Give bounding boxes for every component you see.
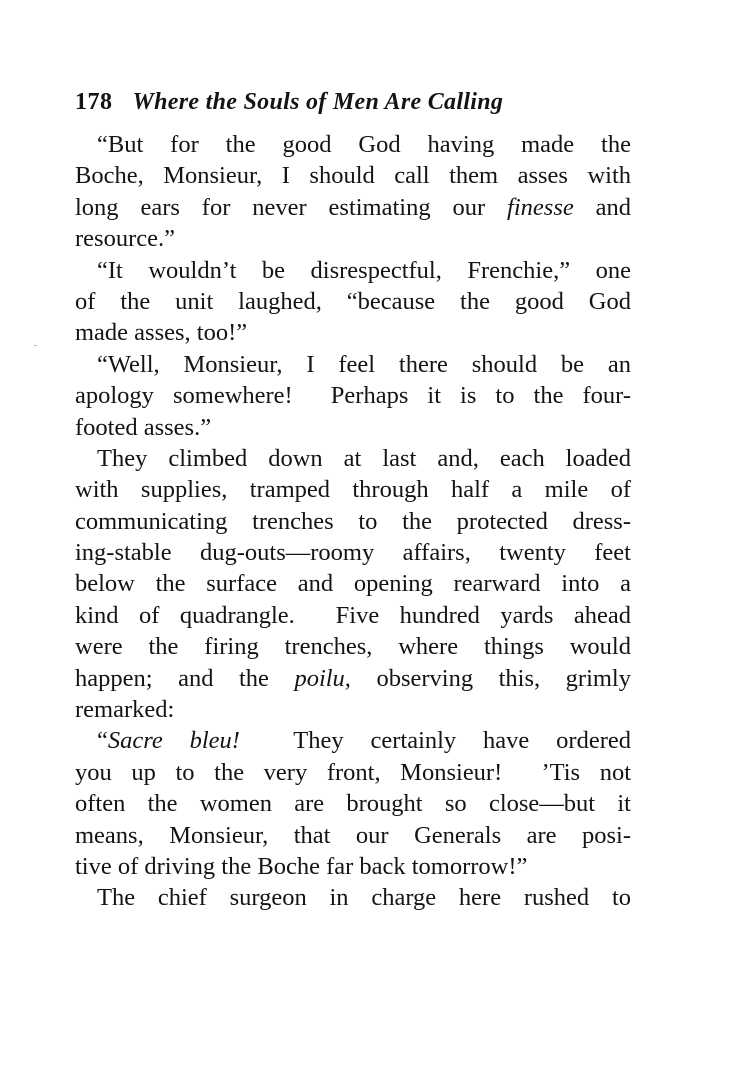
text-segment: happen; and the <box>75 664 295 692</box>
text-line <box>75 851 631 882</box>
text-segment: communicating trenches to the protected dress- <box>75 507 631 535</box>
text-line <box>75 286 631 317</box>
text-line <box>75 380 631 411</box>
paragraph <box>75 349 631 443</box>
text-segment: often the women are brought so close—but it <box>75 790 631 818</box>
text-line <box>75 506 631 537</box>
paragraph <box>75 443 631 726</box>
text-line <box>75 631 631 662</box>
text-line <box>75 725 631 756</box>
text-segment: means, Monsieur, that our Generals are posi- <box>75 821 631 849</box>
text-segment: of the unit laughed, “because the good God <box>75 287 631 315</box>
text-line <box>75 349 631 380</box>
text-segment: you up to the very front, Monsieur! ’Tis not <box>75 758 631 786</box>
text-line <box>75 412 631 443</box>
paragraph <box>75 129 631 255</box>
running-title: Where the Souls of Men Are Calling <box>132 89 504 115</box>
text-segment: “It wouldn’t be disrespectful, Frenchie,” one <box>97 256 631 284</box>
text-line <box>75 192 631 223</box>
paragraph <box>75 882 631 913</box>
text-segment: footed asses.” <box>75 413 212 441</box>
text-segment: resource.” <box>75 225 175 253</box>
text-segment: ing-stable dug-outs—roomy affairs, twenty feet <box>75 539 631 567</box>
text-segment: kind of quadrangle. Five hundred yards ahead <box>75 601 631 629</box>
text-line <box>75 568 631 599</box>
book-page <box>75 84 631 914</box>
text-segment: “Well, Monsieur, I feel there should be an <box>97 350 631 378</box>
text-segment: were the firing trenches, where things would <box>75 633 631 661</box>
text-line <box>75 160 631 191</box>
text-line <box>75 474 631 505</box>
paragraph <box>75 255 631 349</box>
body-text <box>75 129 631 914</box>
text-segment: below the surface and opening rearward into a <box>75 570 631 598</box>
text-line <box>75 255 631 286</box>
text-segment: They climbed down at last and, each loaded <box>97 444 631 472</box>
text-line <box>75 443 631 474</box>
text-segment: apology somewhere! Perhaps it is to the four- <box>75 382 631 410</box>
text-segment: “But for the good God having made the <box>97 131 631 158</box>
text-segment: remarked: <box>75 696 175 724</box>
text-line <box>75 537 631 568</box>
scan-speck <box>34 345 37 346</box>
text-line <box>75 129 631 160</box>
text-segment: and <box>573 193 631 221</box>
text-line <box>75 788 631 819</box>
text-segment: The chief surgeon in charge here rushed to <box>97 884 631 912</box>
text-segment: tive of driving the Boche far back tomorrow!” <box>75 852 528 880</box>
italic-text: Sacre bleu! <box>107 727 240 755</box>
text-segment: “ <box>97 727 108 755</box>
running-head <box>75 84 631 120</box>
text-segment: made asses, too!” <box>75 319 248 347</box>
text-segment: long ears for never estimating our <box>75 193 508 221</box>
text-segment: They certainly have ordered <box>239 727 631 755</box>
paragraph <box>75 725 631 882</box>
text-line <box>75 223 631 254</box>
text-line <box>75 663 631 694</box>
text-line <box>75 757 631 788</box>
text-line <box>75 820 631 851</box>
page-number: 178 <box>75 89 113 115</box>
text-line <box>75 694 631 725</box>
italic-text: poilu, <box>294 664 351 692</box>
text-line <box>75 882 631 913</box>
text-line <box>75 317 631 348</box>
text-segment: with supplies, tramped through half a mile of <box>75 476 631 504</box>
italic-text: finesse <box>507 193 574 221</box>
text-segment: observing this, grimly <box>350 664 631 692</box>
text-segment: Boche, Monsieur, I should call them asses with <box>75 162 631 190</box>
text-line <box>75 600 631 631</box>
